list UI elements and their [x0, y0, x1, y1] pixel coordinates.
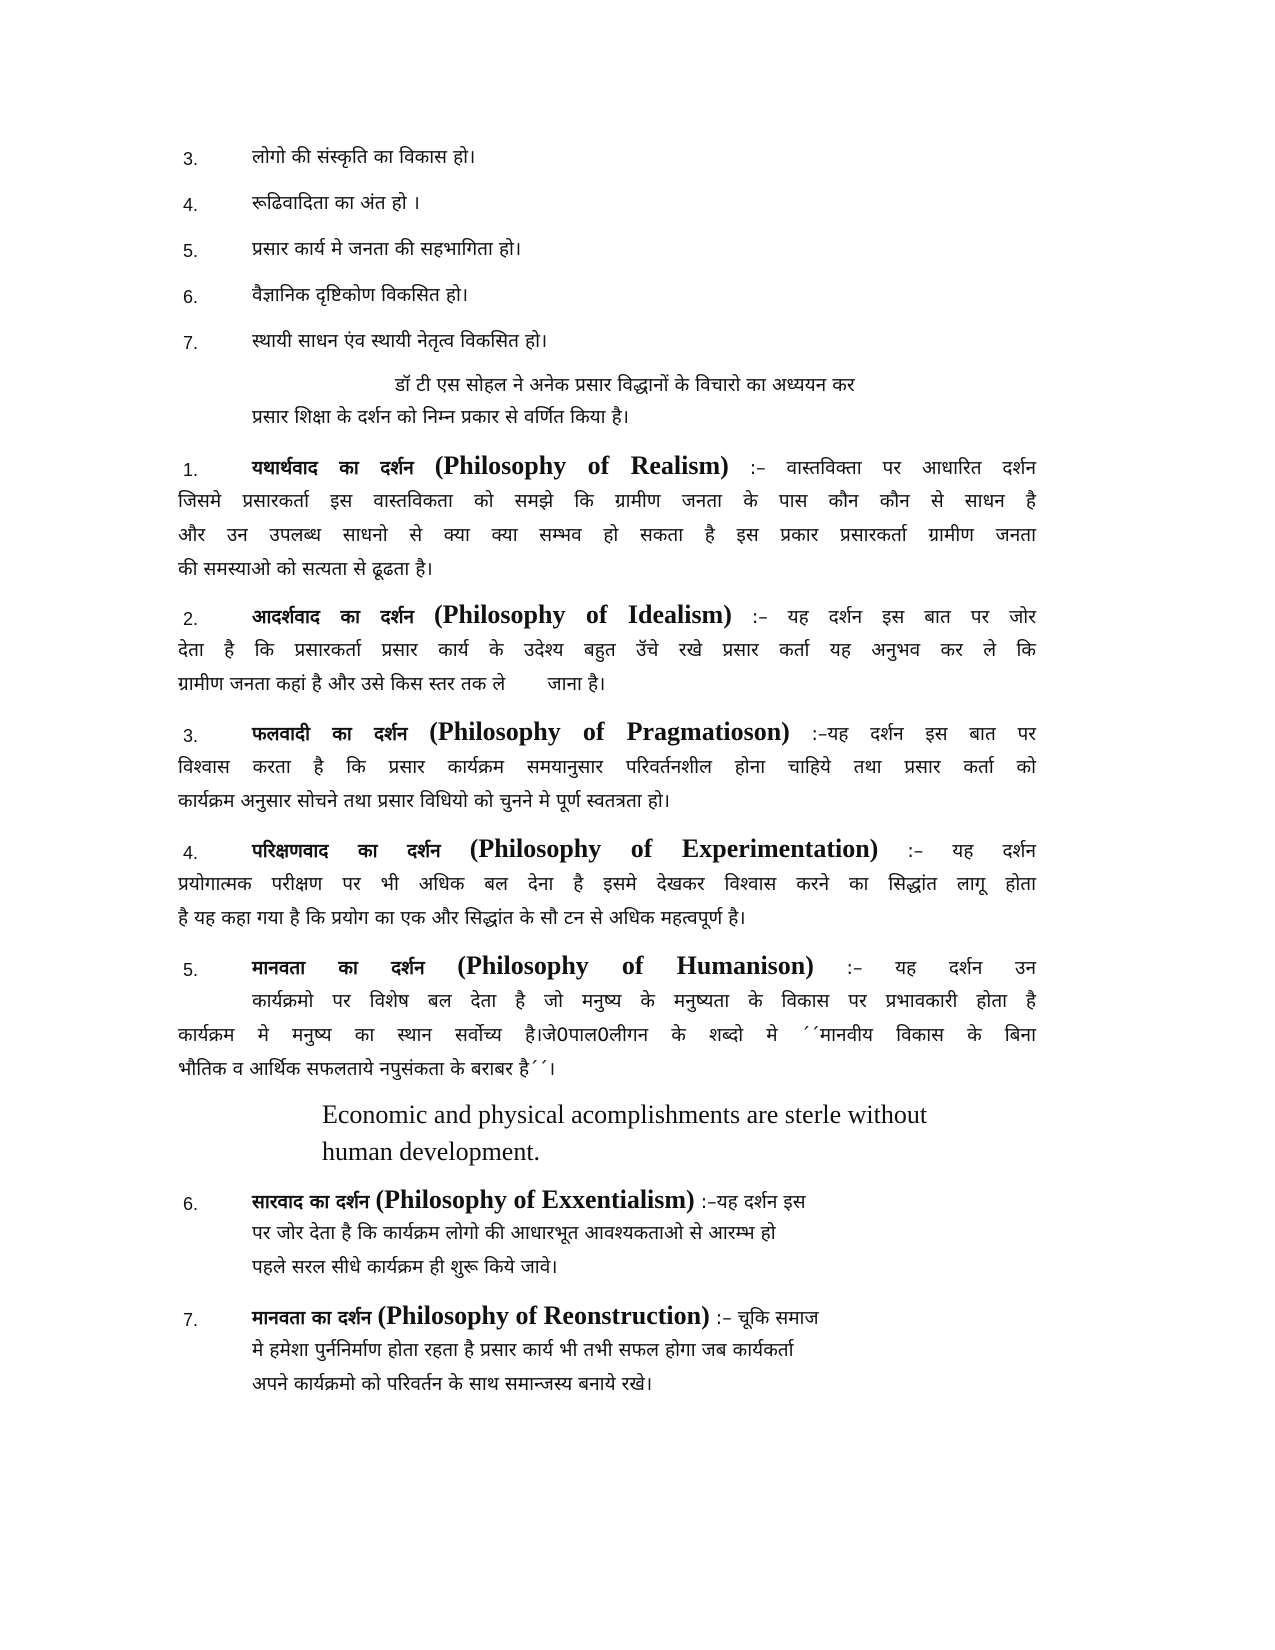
list-num: 3.	[183, 149, 199, 169]
section-title-english: (Philosophy of Experimentation)	[469, 834, 879, 863]
quote-line: human development.	[322, 1137, 541, 1166]
section-heading-line	[252, 602, 1036, 630]
section-num: 3.	[183, 726, 199, 746]
section-num: 6.	[183, 1194, 199, 1214]
section-heading-line	[252, 953, 1036, 981]
body-line: विश्वास करता है कि प्रसार कार्यक्रम समयानुसार परिवर्तनशील होना चाहिये तथा प्रसार कर्ता को	[178, 756, 1036, 778]
body-line: कार्यक्रमो पर विशेष बल देता है जो मनुष्य के मनुष्यता के विकास पर प्रभावकारी होता है	[252, 990, 1036, 1012]
body-line: जिसमे प्रसारकर्ता इस वास्तविकता को समझे कि ग्रामीण जनता के पास कौन कौन से साधन है	[178, 490, 1036, 512]
body-line: पर जोर देता है कि कार्यक्रम लोगो की आधारभूत आवश्यकताओ से आरम्भ हो	[252, 1222, 776, 1244]
section-title-english: (Philosophy of Reonstruction)	[377, 1301, 710, 1330]
list-item: वैज्ञानिक दृष्टिकोण विकसित हो।	[252, 284, 469, 306]
section-title-hindi: मानवता का दर्शन	[252, 1307, 372, 1329]
section-lead-text: :– वास्तविक्ता पर आधारित दर्शन	[749, 457, 1036, 479]
body-line: मे हमेशा पुर्ननिर्माण होता रहता है प्रसार कार्य भी तभी सफल होगा जब कार्यकर्ता	[252, 1339, 794, 1361]
section-title-hindi: मानवता का दर्शन	[252, 957, 425, 979]
body-line: कार्यक्रम मे मनुष्य का स्थान सर्वोच्य है।जे0पाल0लीगन के शब्दो मे ´´मानवीय विकास के बिना	[178, 1024, 1036, 1046]
section-num: 4.	[183, 843, 199, 863]
section-heading-line	[252, 1187, 806, 1215]
body-line: है यह कहा गया है कि प्रयोग का एक और सिद्धांत के सौ टन से अधिक महत्वपूर्ण है।	[178, 907, 746, 929]
list-num: 5.	[183, 241, 199, 261]
body-line: ग्रामीण जनता कहां है और उसे किस स्तर तक ले जाना है।	[178, 673, 606, 695]
section-lead-text: :– यह दर्शन इस बात पर जोर	[751, 606, 1036, 628]
intro-line: डॉ टी एस सोहल ने अनेक प्रसार विद्धानों के विचारो का अध्ययन कर	[395, 374, 855, 396]
list-num: 7.	[183, 333, 199, 353]
section-title-english: (Philosophy of Humanison)	[457, 951, 814, 980]
quote-line: Economic and physical acomplishments are sterle without	[322, 1100, 928, 1129]
body-line: भौतिक व आर्थिक सफलताये नपुसंकता के बराबर है´´।	[178, 1058, 556, 1080]
section-num: 2.	[183, 609, 199, 629]
body-line: पहले सरल सीधे कार्यक्रम ही शुरू किये जावे।	[252, 1256, 558, 1278]
section-num: 1.	[183, 460, 199, 480]
section-title-english: (Philosophy of Exxentialism)	[375, 1185, 695, 1214]
section-title-english: (Philosophy of Pragmatioson)	[429, 717, 790, 746]
section-heading-line	[252, 1303, 819, 1331]
section-lead-text: :– यह दर्शन	[907, 840, 1037, 862]
section-num: 7.	[183, 1310, 199, 1330]
section-lead-text: :–यह दर्शन इस बात पर	[811, 723, 1037, 745]
section-heading-line	[252, 719, 1036, 747]
body-line: की समस्याओ को सत्यता से ढूढता है।	[178, 558, 433, 580]
section-num: 5.	[183, 960, 199, 980]
body-line: देता है कि प्रसारकर्ता प्रसार कार्य के उदेश्य बहुत उॅचे रखे प्रसार कर्ता यह अनुभव कर ले कि	[178, 639, 1036, 661]
body-line: अपने कार्यक्रमो को परिवर्तन के साथ समान्जस्य बनाये रखे।	[252, 1373, 653, 1395]
section-lead-text: :– यह दर्शन उन	[846, 957, 1036, 979]
section-heading-line	[252, 453, 1036, 481]
section-title-hindi: फलवादी का दर्शन	[252, 723, 408, 745]
body-line: कार्यक्रम अनुसार सोचने तथा प्रसार विधियो को चुनने मे पूर्ण स्वतत्रता हो।	[178, 790, 670, 812]
section-title-hindi: सारवाद का दर्शन	[252, 1191, 370, 1213]
body-line: प्रयोगात्मक परीक्षण पर भी अधिक बल देना है इसमे देखकर विश्वास करने का सिद्धांत लागू होता	[178, 873, 1036, 895]
list-item: रूढिवादिता का अंत हो ।	[252, 192, 420, 214]
list-num: 6.	[183, 287, 199, 307]
section-title-english: (Philosophy of Idealism)	[433, 600, 732, 629]
body-line: और उन उपलब्ध साधनो से क्या क्या सम्भव हो सकता है इस प्रकार प्रसारकर्ता ग्रामीण जनता	[178, 524, 1036, 546]
section-title-english: (Philosophy of Realism)	[434, 451, 729, 480]
list-num: 4.	[183, 195, 199, 215]
section-lead-text: :– चूकि समाज	[715, 1307, 819, 1329]
section-heading-line	[252, 836, 1036, 864]
section-title-hindi: परिक्षणवाद का दर्शन	[252, 840, 441, 862]
list-item: स्थायी साधन एंव स्थायी नेतृत्व विकसित हो।	[252, 330, 548, 352]
section-lead-text: :–यह दर्शन इस	[700, 1191, 806, 1213]
intro-line: प्रसार शिक्षा के दर्शन को निम्न प्रकार से वर्णित किया है।	[252, 406, 629, 428]
list-item: प्रसार कार्य मे जनता की सहभागिता हो।	[252, 238, 522, 260]
section-title-hindi: आदर्शवाद का दर्शन	[252, 606, 415, 628]
section-title-hindi: यथार्थवाद का दर्शन	[252, 457, 414, 479]
list-item: लोगो की संस्कृति का विकास हो।	[252, 146, 476, 168]
